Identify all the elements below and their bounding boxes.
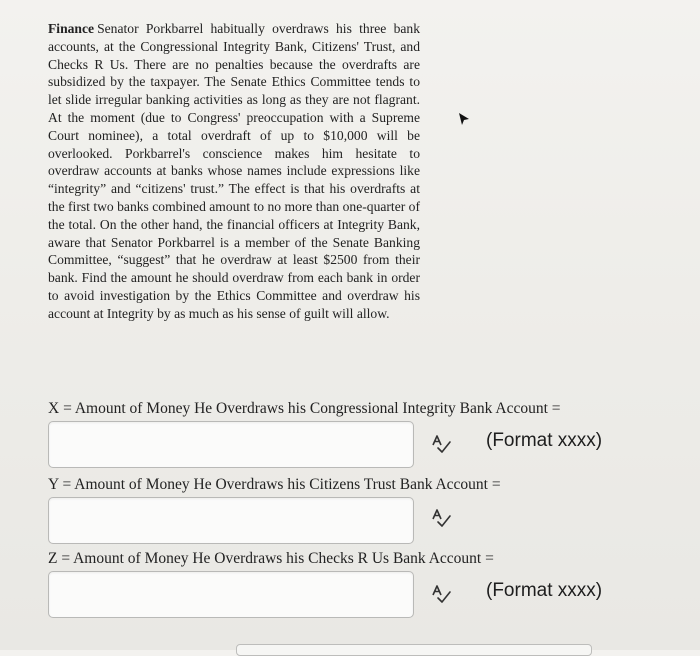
mouse-cursor-icon <box>458 112 470 126</box>
format-note-z: (Format xxxx) <box>486 580 603 601</box>
problem-lead: Finance <box>48 21 95 36</box>
format-note-x: (Format xxxx) <box>486 430 603 451</box>
spellcheck-icon[interactable] <box>430 507 452 529</box>
answer-y-input[interactable] <box>48 497 414 544</box>
answer-x-input[interactable] <box>48 421 414 468</box>
question-y-label: Y = Amount of Money He Overdraws his Citizens Trust Bank Account = <box>48 476 501 493</box>
spellcheck-icon[interactable] <box>430 583 452 605</box>
problem-text: Senator Porkbarrel habitually overdraws his three bank accounts, at the Congressional Integrity Bank, Citizens' Trust, and Checks R Us. There are no penalties because the overdrafts are subsidized by the taxpayer. The Senate Ethics Committee tends to let slide irregular banking activities as long as they are not flagrant. At the moment (due to Congress' preoccupation with a Supreme Court nominee), a total overdraft of up to $10,000 will be overlooked. Porkbarrel's conscience makes him hesitate to overdraw accounts at banks whose names include expressions like “integrity” and “citizens' trust.” The effect is that his overdrafts at the first two banks combined amount to no more than one-quarter of the total. On the other hand, the financial officers at Integrity Bank, aware that Senator Porkbarrel is a member of the Senate Banking Committee, “suggest” that he overdraw at least $2500 from their bank. Find the amount he should overdraw from each bank in order to avoid investigation by the Ethics Committee and overdraw his account at Integrity by as much as his sense of guilt will allow. <box>48 21 420 321</box>
question-z-label: Z = Amount of Money He Overdraws his Checks R Us Bank Account = <box>48 550 494 567</box>
problem-paragraph <box>48 20 420 323</box>
next-control-edge[interactable] <box>236 644 592 656</box>
question-x-label: X = Amount of Money He Overdraws his Congressional Integrity Bank Account = <box>48 400 561 417</box>
answer-z-input[interactable] <box>48 571 414 618</box>
spellcheck-icon[interactable] <box>430 433 452 455</box>
problem-statement <box>48 20 420 323</box>
